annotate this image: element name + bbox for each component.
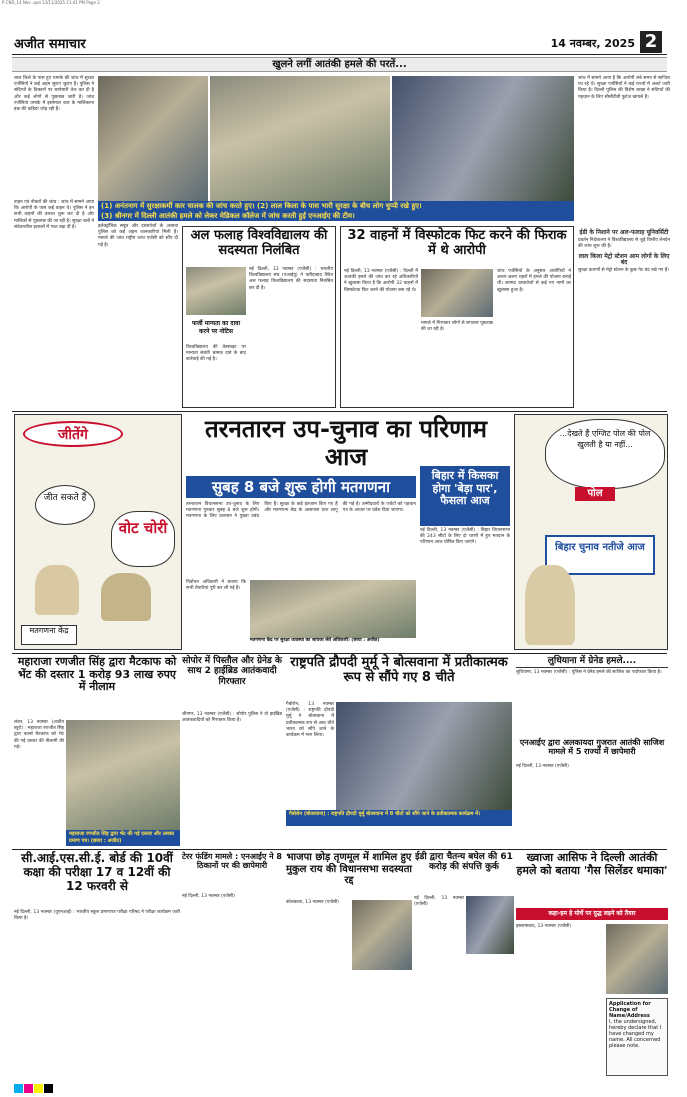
- photo-red-fort: [210, 76, 390, 201]
- ad-lines: I, the undersigned, hereby declare that I have changed my name. All concerned please note.: [609, 1019, 662, 1049]
- cartoon-speech: ...देखते हैं एग्जिट पोल की पोल खुलती है या नहीं...: [545, 419, 665, 489]
- khwaja-subhead: कहा-हम हे मोर्चे पर युद्ध लड़ने को तैयार: [516, 908, 668, 920]
- khwaja-headline: ख्वाजा आसिफ ने दिल्ली आतंकी हमले को बताया 'गैस सिलेंडर धमाका': [516, 851, 668, 877]
- terror-funding-dateline: नई दिल्ली, 13 नवम्बर (एजेंसी): [182, 894, 235, 899]
- al-falah-text: विश्वविद्यालय की वेबसाइट पर मान्यता संबंधी भ्रामक दावे के बाद कार्रवाई की गई है।: [186, 345, 246, 363]
- ed-headline: ईडी द्वारा चैतन्य बघेल की 61 करोड़ की संपत्ति कुर्क: [415, 852, 513, 873]
- tarn-taran-text: तरनतारन विधानसभा उप-चुनाव के लिए मतगणना गुरुवार सुबह 8 बजे शुरू होगी। मतगणना के लिए प्रशासन ने पुख्ता प्रबंध किए हैं। सुरक्षा के कड़े इंतजाम किए गए हैं और मतगणना केंद्र के आसपास धारा लागू की गई है। उम्मीदवारों के एजेंटों को पहचान पत्र के आधार पर प्रवेश दिया जाएगा।: [186, 502, 416, 520]
- ed-photo: [466, 896, 514, 954]
- gujarat-headline: एनआईए द्वारा अलकायदा गुजरात आतंकी साजिश मामले में 5 राज्यों में छापेमारी: [519, 738, 665, 757]
- al-falah-headline: अल फलाह विश्वविद्यालय की सदस्यता निलंबित: [190, 228, 328, 258]
- tarn-taran-text-2: निर्वाचन अधिकारी ने बताया कि सभी तैयारियां पूरी कर ली गई हैं।: [186, 580, 246, 592]
- masthead-title: अजीत समाचार: [14, 37, 86, 52]
- color-register-marks: [14, 1078, 134, 1088]
- bihar-dateline: नई दिल्ली, 13 नवम्बर (एजेंसी) : बिहार विधानसभा की 243 सीटों के लिए दो चरणों में हुए मतदान के परिणाम आज घोषित किए जाएंगे।: [420, 528, 510, 546]
- section-rule-2: [12, 653, 667, 654]
- cheetah-text: गैबोरोन, 13 नवम्बर (एजेंसी) : राष्ट्रपति द्रौपदी मुर्मू ने बोत्सवाना में प्रतीकात्मक रूप से आठ चीते भारत को सौंपे जाने के कार्यक्रम में भाग लिया।: [286, 702, 334, 739]
- al-falah-dateline: नई दिल्ली, 13 नवम्बर (एजेंसी) : भारतीय विश्वविद्यालय संघ (एआईयू) ने फरीदाबाद स्थित अल फलाह विश्वविद्यालय की सदस्यता निलंबित कर दी है।: [249, 267, 333, 291]
- top-banner: खुलने लगीं आतंकी हमले की परतें...: [12, 57, 667, 72]
- al-falah-subhead: फर्जी मान्यता का दावा करने पर नोटिस: [191, 320, 241, 335]
- vehicles-headline: 32 वाहनों में विस्फोटक फिट करने की फिराक में थे आरोपी: [347, 228, 567, 258]
- mukul-roy-dateline: कोलकाता, 13 नवम्बर (एजेंसी): [286, 900, 339, 905]
- ludhiana-dateline: लुधियाना, 13 नवम्बर (एजेंसी) : पुलिस ने ग्रेनेड हमले की साजिश का पर्दाफाश किया है।: [516, 670, 662, 675]
- middle-left-text: इलेक्ट्रॉनिक सबूत और दस्तावेजों के अलावा पुलिस को कई अहम जानकारियां मिली हैं। मामले की जांच राष्ट्रीय जांच एजेंसी को सौंप दी गई है।: [98, 224, 178, 248]
- khwaja-photo: [606, 924, 668, 994]
- vehicles-text: जांच एजेंसियों के अनुसार आरोपियों ने अलग-अलग शहरों में हमले की योजना बनाई थी। बरामद दस्तावेजों से कई नए नामों का खुलासा हुआ है।: [497, 269, 571, 293]
- terror-funding-headline: टेरर फंडिंग मामले : एनआईए ने 8 ठिकानों पर की छापेमारी: [182, 852, 282, 871]
- top-caption-2: (3) श्रीनगर में दिल्ली आतंकी हमले को लेकर मेडिकल कॉलेज में जांच करती हुई एनआईए की टीम।: [98, 211, 574, 221]
- cartoon-pol: पोल: [575, 487, 615, 501]
- counting-centre-photo: [250, 580, 416, 638]
- al-falah-photo: [186, 267, 246, 315]
- photo-security-check: [98, 76, 208, 201]
- counting-photo-caption: मतगणना केंद्र पर सुरक्षा व्यवस्था का जायजा लेते अधिकारी। (छाया : अजीत): [250, 638, 416, 650]
- section-rule-1: [12, 411, 667, 412]
- tarn-taran-subheadline: सुबह 8 बजे शुरू होगी मतगणना: [186, 476, 416, 498]
- vehicles-text-2: मामले में गिरफ्तार लोगों से लगातार पूछताछ की जा रही है।: [421, 321, 493, 333]
- cheetah-caption: गैबोरोन (बोत्सवाना) : राष्ट्रपति द्रौपदी मुर्मू बोत्सवाना में 8 चीतों को सौंपे जाने के प्रतीकात्मक कार्यक्रम में।: [286, 810, 512, 826]
- al-falah-article: [182, 226, 336, 408]
- right-col-subhead: लाल किला मेट्रो स्टेशन आम लोगों के लिए बंद: [578, 252, 670, 266]
- masthead-rule: [12, 54, 667, 55]
- left-column-text: वाहन एवं नौकरों की जांच : जांच में सामने आया कि आरोपी के पास कई वाहन थे। पुलिस ने इन सभी वाहनों की तलाश शुरू कर दी है और मालिकों से पूछताछ की जा रही है। सुरक्षा बलों ने संवेदनशील इलाकों में गश्त बढ़ा दी है।: [14, 200, 95, 230]
- sopore-headline: सोपोर में पिस्तौल और ग्रेनेड के साथ 2 हाईब्रिड आतंकवादी गिरफ्तार: [182, 656, 282, 687]
- tarn-taran-headline: तरनतारन उप-चुनाव का परिणाम आज: [204, 415, 487, 471]
- vehicles-car-photo: [421, 269, 493, 317]
- dastaar-photo: [66, 720, 180, 830]
- mukul-roy-headline: भाजपा छोड़ तृणमूल में शामिल हुए मुकुल राय की विधानसभा सदस्यता रद्द: [286, 852, 412, 886]
- print-line: P CND_14 Nov .qxd 13/11/2025 11:41 PM Page 2: [2, 0, 100, 5]
- dastaar-caption: महाराजा रणजीत सिंह द्वारा भेंट की गई दस्तार और उसका प्रमाण पत्र। (छाया : अजीत): [66, 830, 180, 846]
- page-number: 2: [640, 31, 662, 53]
- cheetah-headline: राष्ट्रपति द्रौपदी मुर्मू ने बोत्सवाना में प्रतीकात्मक रूप से सौंपे गए 8 चीते: [290, 655, 508, 685]
- cartoon-counting-box: मतगणना केंद्र: [21, 625, 77, 645]
- right-column-text-mid: ईडी के निशाने पर अल-फलाह यूनिवर्सिटी प्रवर्तन निदेशालय ने विश्वविद्यालय से जुड़े वित्तीय लेनदेन की जांच शुरू की है। लाल किला मेट्रो स्टेशन आम लोगों के लिए बंद सुरक्षा कारणों से मेट्रो स्टेशन के कुछ गेट बंद रखे गए हैं।: [578, 229, 670, 274]
- masthead-date: 14 नवम्बर, 2025: [550, 37, 635, 50]
- sopore-dateline: श्रीनगर, 13 नवम्बर (एजेंसी) : सोपोर पुलिस ने दो हाईब्रिड आतंकवादियों को गिरफ्तार किया है।: [182, 712, 282, 724]
- ranjit-singh-text: लंदन, 13 नवम्बर (अजीत ब्यूरो) : महाराजा रणजीत सिंह द्वारा चार्ल्स मैटकाफ को भेंट की गई दस्तार की नीलामी की गई।: [14, 720, 64, 750]
- cartoon-right-figure: [525, 565, 575, 645]
- cbse-dateline: नई दिल्ली, 13 नवम्बर (यूएनआई) : भारतीय स्कूल प्रमाणपत्र परीक्षा परिषद ने परीक्षा कार्यक्रम जारी किया है।: [14, 910, 180, 922]
- ludhiana-headline: लुधियाना में ग्रेनेड हमले....: [516, 656, 668, 668]
- vehicles-dateline: नई दिल्ली, 13 नवम्बर (एजेंसी) : दिल्ली में आतंकी हमले की जांच कर रहे अधिकारियों ने खुलासा किया है कि आरोपी 32 वाहनों में विस्फोटक फिट करने की योजना बना रहे थे।: [344, 269, 418, 293]
- khwaja-dateline: इस्लामाबाद, 13 नवम्बर (एजेंसी): [516, 924, 572, 929]
- section-rule-3: [12, 849, 667, 850]
- cartoon-figure-1: [35, 565, 79, 615]
- mukul-roy-photo: [352, 900, 412, 970]
- right-column-text-top: जांच में सामने आया है कि आरोपी लंबे समय से साजिश रच रहे थे। सुरक्षा एजेंसियों ने कई राज्यों में अलर्ट जारी किया है। दिल्ली पुलिस की विशेष शाखा ने संदिग्धों की पहचान के लिए सीसीटीवी फुटेज खंगाले हैं।: [578, 76, 670, 100]
- gujarat-dateline: नई दिल्ली, 13 नवम्बर (एजेंसी): [516, 764, 569, 769]
- vehicles-article: [340, 226, 574, 408]
- ranjit-singh-headline: महाराजा रणजीत सिंह द्वारा मैटकाफ को भेंट की दस्तार 1 करोड़ 93 लाख रुपए में नीलाम: [17, 655, 177, 694]
- ed-dateline: नई दिल्ली, 13 नवम्बर (एजेंसी): [414, 896, 464, 908]
- cartoon-left: [14, 414, 182, 650]
- top-caption-1: (1) अनंतनाग में सुरक्षाकर्मी कार चालक की जांच करते हुए। (2) लाल किला के पास भारी सुरक्षा के बीच लोग चुप्पी रखे हुए।: [98, 201, 574, 211]
- cartoon-board: बिहार चुनाव नतीजे आज: [545, 535, 655, 575]
- lead-story-text: लाल किले के पास हुए धमाके की जांच में सुरक्षा एजेंसियों ने कई अहम सुराग जुटाए हैं। पुलिस ने संदिग्धों के ठिकानों पर छापेमारी तेज कर दी है और कई लोगों से पूछताछ जारी है। जांच एजेंसियां धमाके में इस्तेमाल कार के मालिकाना हक की कड़ियां जोड़ रही हैं।: [14, 76, 94, 113]
- cheetah-photo: [336, 702, 512, 810]
- cartoon-vote-chori: वोट चोरी: [111, 511, 175, 567]
- cbse-headline: सी.आई.एस.सी.ई. बोर्ड की 10वीं कक्षा की परीक्षा 17 व 12वीं की 12 फरवरी से: [21, 851, 173, 893]
- cartoon-figure-2: [101, 573, 151, 621]
- classified-ad: [606, 998, 668, 1076]
- ad-title: Application for Change of Name/Address: [609, 1001, 651, 1019]
- cartoon-right: [514, 414, 668, 650]
- bihar-headline: बिहार में किसका होगा 'बेड़ा पार', फैसला आज: [420, 466, 510, 526]
- cartoon-cloud: जीत सकते हैं: [35, 485, 95, 525]
- right-col-headline: ईडी के निशाने पर अल-फलाह यूनिवर्सिटी: [579, 229, 669, 236]
- cartoon-label-top: जीतेंगे: [23, 421, 123, 447]
- photo-nia-team: [392, 76, 574, 201]
